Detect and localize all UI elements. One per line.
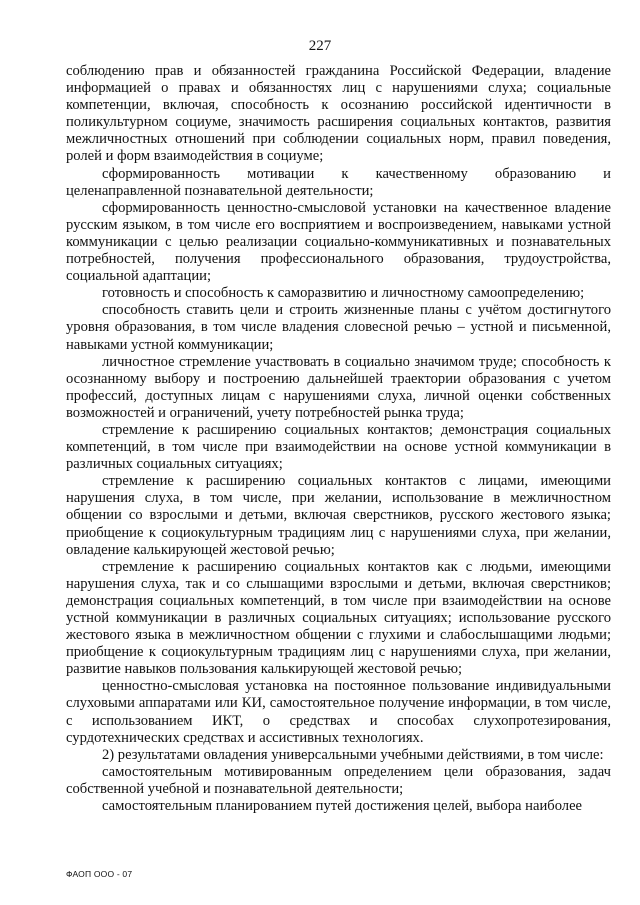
paragraph: стремление к расширению социальных контактов; демонстрация социальных компетенций, в том числе при взаимодействии на основе устной коммуникации в различных социальных ситуациях; <box>66 421 611 473</box>
footer-label: ФАОП ООО - 07 <box>66 869 133 879</box>
body-text <box>66 63 611 815</box>
paragraph: соблюдению прав и обязанностей гражданина Российской Федерации, владение информацией о правах и обязанностях лиц с нарушениями слуха; социальные компетенции, включая, способность к осознанию российской идентичности в поликультурном социуме, значимость расширения социальных контактов, развития межличностных отношений при соблюдении социальных норм, правил поведения, ролей и форм взаимодействия в социуме; <box>66 63 611 165</box>
paragraph: самостоятельным планированием путей достижения целей, выбора наиболее <box>102 798 583 815</box>
paragraph: готовность и способность к саморазвитию и личностному самоопределению; <box>102 285 585 302</box>
paragraph: способность ставить цели и строить жизненные планы с учётом достигнутого уровня образования, в том числе владения словесной речью – устной и письменной, навыками устной коммуникации; <box>66 302 611 353</box>
paragraph: 2) результатами овладения универсальными учебными действиями, в том числе: <box>102 746 604 763</box>
paragraph: стремление к расширению социальных контактов с лицами, имеющими нарушения слуха, в том числе, при желании, использование в межличностном общении со взрослыми и детьми, включая сверстников, русского жестового языка; приобщение к социокультурным традициям лиц с нарушениями слуха, при желании, овладение калькирующей жестовой речью; <box>66 473 611 558</box>
paragraph: сформированность ценностно-смысловой установки на качественное владение русским языком, в том числе его восприятием и воспроизведением, навыками устной коммуникации с целью реализации социально-коммуникативных и познавательных потребностей, получения профессионального образования, трудоустройства, социальной адаптации; <box>66 199 611 285</box>
paragraph: ценностно-смысловая установка на постоянное пользование индивидуальными слуховыми аппаратами или КИ, самостоятельное получение информации, в том числе, с использованием ИКТ, о средствах и способах слухопротезирования, сурдотехнических средствах и ассистивных технологиях. <box>66 678 611 746</box>
paragraph: стремление к расширению социальных контактов как с людьми, имеющими нарушения слуха, так и со слышащими взрослыми и детьми, включая сверстников; демонстрация социальных компетенций, в том числе при взаимодействии на основе устной коммуникации в различных социальных ситуациях; использование русского жестового языка в межличностном общении с глухими и слабослышащими людьми; приобщение к социокультурным традициям лиц с нарушениями слуха, при желании, развитие навыков пользования калькирующей жестовой речью; <box>66 558 611 678</box>
page-number: 227 <box>308 38 332 54</box>
paragraph: сформированность мотивации к качественному образованию и целенаправленной познавательной деятельности; <box>66 165 611 199</box>
paragraph: самостоятельным мотивированным определением цели образования, задач собственной учебной и познавательной деятельности; <box>66 763 611 797</box>
paragraph: личностное стремление участвовать в социально значимом труде; способность к осознанному выбору и построению дальнейшей траектории образования с учетом профессий, доступных лицам с нарушениями слуха, личной оценки собственных возможностей и ограничений, учету потребностей рынка труда; <box>66 353 611 421</box>
